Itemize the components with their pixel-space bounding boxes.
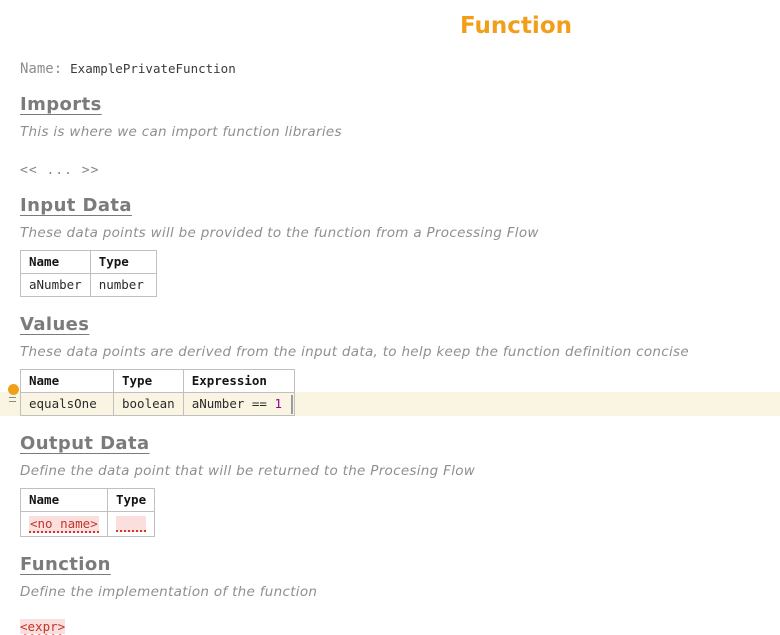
table-header-row <box>21 489 155 512</box>
function-heading: Function <box>20 553 111 575</box>
imports-heading: Imports <box>20 94 102 115</box>
imports-description: This is where we can import function libraries <box>20 124 342 140</box>
output-data-description: Define the data point that will be returned to the Procesing Flow <box>20 463 476 479</box>
value-expression-cell[interactable] <box>183 393 294 416</box>
function-name-field[interactable]: ExamplePrivateFunction <box>70 61 236 76</box>
function-description: Define the implementation of the function <box>20 583 318 600</box>
column-header-name: Name <box>21 251 91 274</box>
values-heading: Values <box>20 314 90 335</box>
column-header-name: Name <box>21 370 114 393</box>
column-header-type: Type <box>90 251 156 274</box>
table-header-row <box>21 370 295 393</box>
values-description: These data points are derived from the input data, to help keep the function definition concise <box>20 344 689 360</box>
output-type-error-placeholder[interactable] <box>116 516 146 532</box>
output-name-cell[interactable] <box>21 512 108 537</box>
output-name-error-placeholder[interactable]: <no name> <box>30 515 98 531</box>
output-data-heading: Output Data <box>20 433 150 454</box>
column-header-expression: Expression <box>183 370 294 393</box>
marker-dot-icon <box>8 384 19 395</box>
table-header-row <box>21 251 157 274</box>
input-name-cell[interactable]: aNumber <box>21 274 91 297</box>
value-type-cell[interactable]: boolean <box>114 393 184 416</box>
values-table <box>20 369 295 416</box>
input-data-heading: Input Data <box>20 195 132 216</box>
imports-placeholder-field[interactable]: << ... >> <box>20 163 100 178</box>
name-row <box>20 58 780 77</box>
input-type-cell[interactable]: number <box>90 274 156 297</box>
values-table-area <box>0 369 780 416</box>
column-header-name: Name <box>21 489 108 512</box>
column-header-type: Type <box>114 370 184 393</box>
output-type-cell[interactable] <box>108 512 155 537</box>
input-data-description: These data points will be provided to the function from a Processing Flow <box>20 225 539 241</box>
function-expression-placeholder[interactable]: <expr> <box>20 618 66 634</box>
page-title: Function <box>459 13 573 39</box>
name-label: Name: <box>20 61 63 77</box>
comment-marker-icon[interactable] <box>8 384 22 402</box>
table-row <box>21 512 155 537</box>
table-row <box>21 274 157 297</box>
marker-lines-icon <box>9 397 16 402</box>
table-row <box>21 393 295 416</box>
column-header-type: Type <box>108 489 155 512</box>
output-data-table <box>20 488 155 537</box>
input-data-table <box>20 250 157 297</box>
expression-code[interactable]: aNumber == <box>191 396 275 411</box>
value-name-cell[interactable]: equalsOne <box>21 393 114 416</box>
text-cursor <box>291 395 293 414</box>
expression-literal[interactable]: 1 <box>274 396 283 411</box>
